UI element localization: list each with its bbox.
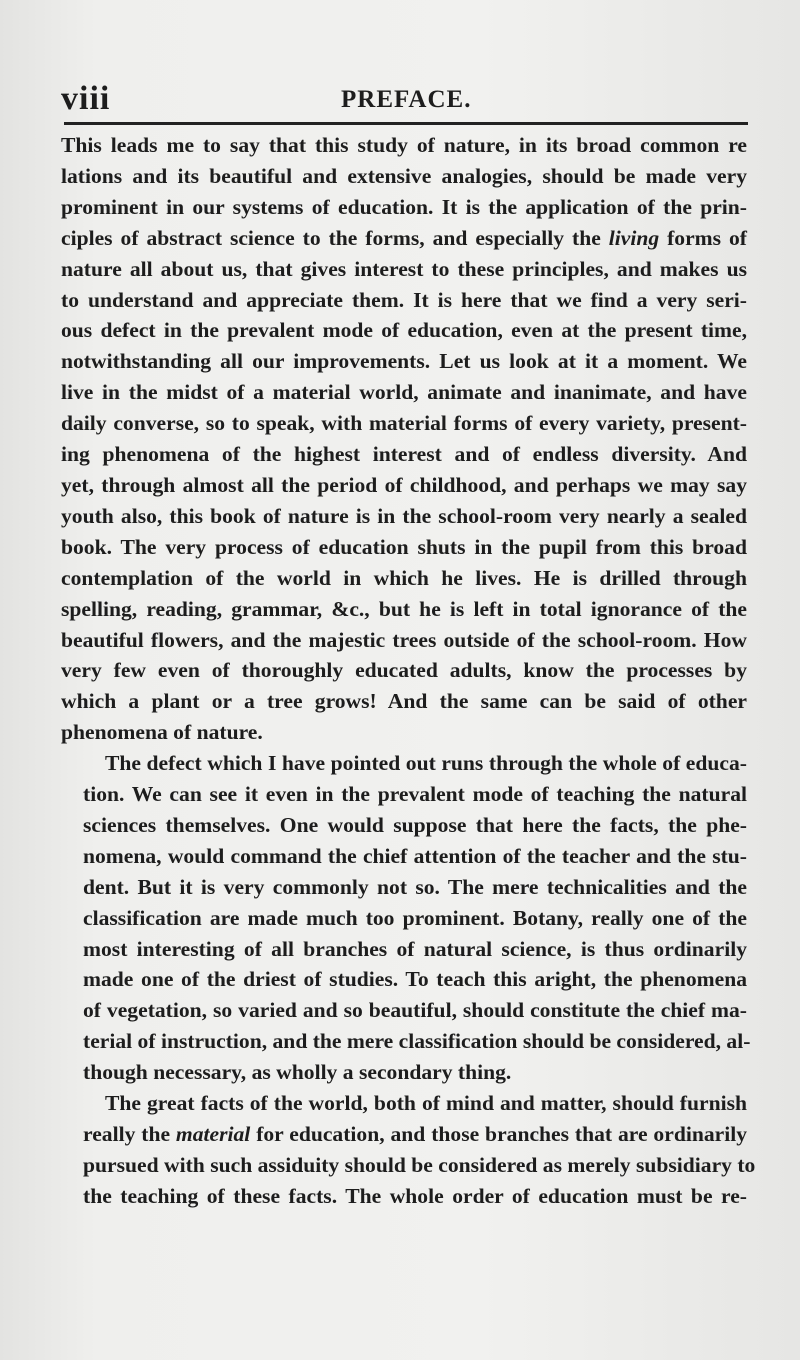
italic-word: living — [608, 225, 660, 250]
text-line: sciences themselves. One would suppose that here the facts, the phe- — [83, 812, 747, 837]
text-line — [61, 223, 747, 254]
header-rule — [64, 122, 748, 125]
paragraph-2 — [61, 748, 751, 1088]
text-line: tion. We can see it even in the prevalent mode of teaching the natural — [83, 782, 747, 807]
text-segment: for education, and those branches that are ordinarily — [250, 1122, 748, 1146]
text-line: made one of the driest of studies. To teach this aright, the phenomena — [83, 967, 747, 992]
italic-word: material — [175, 1122, 251, 1146]
text-line: youth also, this book of nature is in the school-room very nearly a sealed — [61, 503, 747, 528]
text-line: phenomena of nature. — [61, 720, 263, 745]
text-line: pursued with such assiduity should be considered as merely subsidiary to — [83, 1152, 756, 1177]
page-header — [61, 80, 747, 120]
text-line: nomena, would command the chief attention of the teacher and the stu- — [83, 843, 747, 868]
running-head: PREFACE. — [341, 86, 472, 113]
text-line: which a plant or a tree grows! And the same can be said of other — [61, 689, 747, 714]
text-line: contemplation of the world in which he lives. He is drilled through — [61, 565, 747, 590]
text-line: of vegetation, so varied and so beautiful, should constitute the chief ma- — [83, 998, 747, 1023]
text-line: lations and its beautiful and extensive analogies, should be made very — [61, 163, 747, 188]
text-line: book. The very process of education shuts in the pupil from this broad — [61, 534, 747, 559]
text-line: This leads me to say that this study of nature, in its broad common re — [61, 133, 747, 157]
text-line: to understand and appreciate them. It is here that we find a very seri- — [61, 287, 747, 312]
text-line: very few even of thoroughly educated adults, know the processes by — [61, 658, 747, 683]
text-line: classification are made much too prominent. Botany, really one of the — [83, 905, 747, 930]
text-line: spelling, reading, grammar, &c., but he is left in total ignorance of the — [61, 596, 747, 621]
text-segment: forms of — [659, 225, 748, 250]
text-line: the teaching of these facts. The whole order of education must be re- — [83, 1183, 747, 1208]
text-segment: ciples of abstract science to the forms, and especially the — [61, 225, 609, 250]
text-line: prominent in our systems of education. It is the application of the prin- — [61, 194, 747, 219]
text-line: ing phenomena of the highest interest and of endless diversity. And — [61, 442, 747, 467]
text-line: beautiful flowers, and the majestic trees outside of the school-room. How — [61, 627, 747, 652]
text-line: nature all about us, that gives interest to these principles, and makes us — [61, 256, 747, 281]
text-line: though necessary, as wholly a secondary thing. — [83, 1060, 512, 1085]
text-line: The defect which I have pointed out runs through the whole of educa- — [105, 751, 747, 776]
text-segment: really the — [83, 1122, 176, 1146]
text-line: daily converse, so to speak, with material forms of every variety, present- — [61, 411, 747, 436]
page-number: viii — [61, 80, 111, 117]
text-line: ous defect in the prevalent mode of education, even at the present time, — [61, 318, 747, 343]
text-line: yet, through almost all the period of childhood, and perhaps we may say — [61, 472, 747, 497]
text-line: terial of instruction, and the mere classification should be considered, al- — [83, 1029, 751, 1054]
text-line — [61, 1119, 747, 1150]
paragraph-1 — [61, 130, 747, 748]
text-line: live in the midst of a material world, animate and inanimate, and have — [61, 380, 747, 405]
text-line: most interesting of all branches of natural science, is thus ordinarily — [83, 936, 747, 961]
body-text — [61, 130, 756, 1212]
text-line: The great facts of the world, both of mind and matter, should furnish — [105, 1091, 747, 1116]
paragraph-3 — [61, 1088, 756, 1212]
text-line: notwithstanding all our improvements. Let us look at it a moment. We — [61, 349, 747, 374]
text-line: dent. But it is very commonly not so. The mere technicalities and the — [83, 874, 747, 899]
